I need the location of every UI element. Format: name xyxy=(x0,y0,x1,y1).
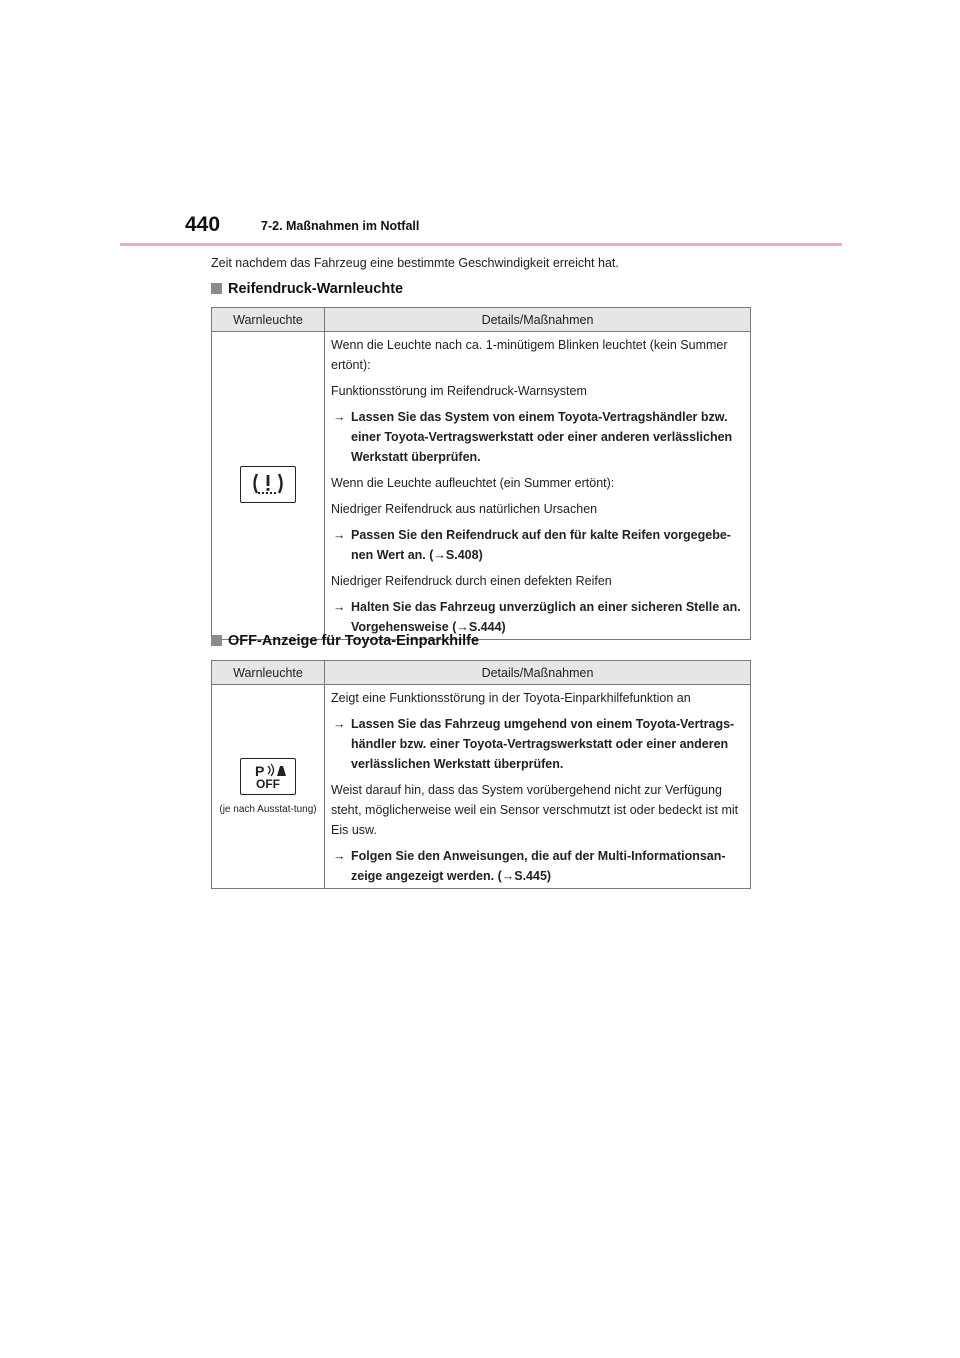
heading-tire-pressure xyxy=(211,281,403,297)
detail-condition: Wenn die Leuchte aufleuchtet (ein Summer ertönt): xyxy=(331,476,615,490)
heading-text: Reifendruck-Warnleuchte xyxy=(228,281,404,297)
page-reference-link[interactable]: S.444) xyxy=(468,620,506,634)
equipment-note: (je nach Ausstat-tung) xyxy=(219,803,317,815)
arrow-icon: → xyxy=(333,717,346,731)
detail-cause: Niedriger Reifendruck durch einen defekten Reifen xyxy=(331,574,612,588)
details-cell xyxy=(325,685,751,889)
detail-action: → Halten Sie das Fahrzeug unverzüglich an einer sicheren Stelle an. Vorgehensweise (→S.444) xyxy=(331,597,744,637)
tire-pressure-table xyxy=(211,307,751,640)
col-header-details: Details/Maßnahmen xyxy=(325,308,751,332)
arrow-icon: → xyxy=(456,620,469,634)
heading-text: OFF-Anzeige für Toyota-Einparkhilfe xyxy=(228,633,480,649)
details-cell xyxy=(325,332,751,640)
page-reference-link[interactable]: S.408) xyxy=(445,548,483,562)
table-row xyxy=(212,685,751,889)
col-header-warnleuchte: Warnleuchte xyxy=(212,308,325,332)
detail-action: → Lassen Sie das Fahrzeug umgehend von einem Toyota-Vertrags-händler bzw. einer Toyota-Vertragswerkstatt oder einer anderen verlässlichen Werkstatt überprüfen. xyxy=(331,714,744,774)
svg-text:P: P xyxy=(255,762,265,779)
header-rule xyxy=(120,243,842,246)
arrow-icon: → xyxy=(433,548,446,562)
detail-action: → Folgen Sie den Anweisungen, die auf der Multi-Informationsan-zeige angezeigt werden. (→S.445) xyxy=(331,846,744,886)
detail-cause: Niedriger Reifendruck aus natürlichen Ursachen xyxy=(331,502,598,516)
intro-text: Zeit nachdem das Fahrzeug eine bestimmte Geschwindigkeit erreicht hat. xyxy=(211,256,619,270)
arrow-icon: → xyxy=(333,849,346,863)
detail-action: → Passen Sie den Reifendruck auf den für kalte Reifen vorgegebe-nen Wert an. (→S.408) xyxy=(331,525,744,565)
arrow-icon: → xyxy=(333,600,346,614)
heading-bullet-icon xyxy=(211,283,222,294)
tire-pressure-warning-icon xyxy=(240,466,296,503)
detail-condition: Zeigt eine Funktionsstörung in der Toyota-Einparkhilfefunktion an xyxy=(331,691,691,705)
section-title: 7-2. Maßnahmen im Notfall xyxy=(261,219,420,233)
col-header-details: Details/Maßnahmen xyxy=(325,661,751,685)
detail-condition: Wenn die Leuchte nach ca. 1-minütigem Blinken leuchtet (kein Summer ertönt): xyxy=(331,338,728,372)
heading-bullet-icon xyxy=(211,635,222,646)
parking-assist-table xyxy=(211,660,751,889)
detail-action: → Lassen Sie das System von einem Toyota-Vertragshändler bzw. einer Toyota-Vertragswerkstatt oder einer anderen verlässlichen Werkstatt überprüfen. xyxy=(331,407,744,467)
detail-condition: Weist darauf hin, dass das System vorübergehend nicht zur Verfügung steht, möglicherweise weil ein Sensor verschmutzt ist oder bedeckt ist mit Eis usw. xyxy=(331,783,739,837)
arrow-icon: → xyxy=(333,528,346,542)
heading-parking-assist xyxy=(211,633,479,649)
page-reference-link[interactable]: S.445) xyxy=(514,869,552,883)
arrow-icon: → xyxy=(333,410,346,424)
arrow-icon: → xyxy=(501,869,515,883)
off-label: OFF xyxy=(256,776,280,791)
table-header-row xyxy=(212,661,751,685)
parking-assist-off-icon xyxy=(240,758,296,795)
table-row xyxy=(212,332,751,640)
detail-cause: Funktionsstörung im Reifendruck-Warnsystem xyxy=(331,384,587,398)
icon-cell xyxy=(212,685,325,889)
icon-cell xyxy=(212,332,325,640)
col-header-warnleuchte: Warnleuchte xyxy=(212,661,325,685)
page-number: 440 xyxy=(185,213,221,236)
table-header-row xyxy=(212,308,751,332)
